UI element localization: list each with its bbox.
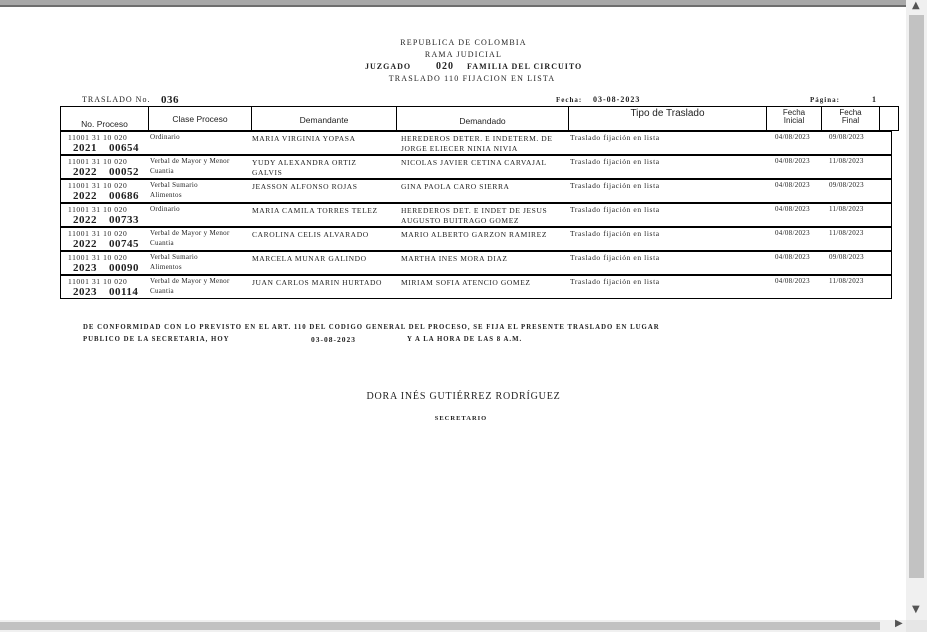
table-row	[60, 203, 892, 227]
scroll-up-icon[interactable]: ▲	[912, 0, 920, 11]
traslado-label: TRASLADO No.	[82, 95, 151, 104]
row-clase-line2: Cuantia	[150, 167, 174, 175]
row-clase-line2: Alimentos	[150, 263, 182, 271]
row-process-code: 11001 31 10 020	[68, 133, 128, 142]
row-process-code: 11001 31 10 020	[68, 253, 128, 262]
row-tipo-traslado: Traslado fijación en lista	[570, 157, 660, 166]
horizontal-scrollbar[interactable]	[0, 620, 927, 632]
row-process-year: 2021	[73, 142, 97, 154]
row-process-code: 11001 31 10 020	[68, 205, 128, 214]
row-demandado-line1: HEREDEROS DETER. E INDETERM. DE	[401, 134, 553, 143]
row-demandante-line1: MARCELA MUNAR GALINDO	[252, 254, 367, 263]
row-demandado-line2: AUGUSTO BUITRAGO GOMEZ	[401, 216, 520, 225]
header-juzgado-name: FAMILIA DEL CIRCUITO	[467, 62, 583, 71]
row-demandado-line1: NICOLAS JAVIER CETINA CARVAJAL	[401, 158, 547, 167]
row-clase-line1: Verbal Sumario	[150, 253, 198, 261]
footer-line2-date: 03-08-2023	[311, 335, 356, 344]
fecha-value: 03-08-2023	[593, 95, 641, 104]
row-process-number: 00745	[109, 238, 139, 250]
table-row	[60, 227, 892, 251]
row-process-number: 00733	[109, 214, 139, 226]
scroll-down-icon[interactable]: ▼	[912, 604, 920, 615]
header-rama: RAMA JUDICIAL	[424, 50, 503, 59]
table-header	[60, 106, 899, 131]
col-demandado: Demandado	[397, 107, 569, 130]
col-tipo-traslado: Tipo de Traslado	[569, 107, 767, 130]
row-clase-line1: Verbal de Mayor y Menor	[150, 229, 230, 237]
row-process-number: 00654	[109, 142, 139, 154]
row-clase-line2: Cuantia	[150, 239, 174, 247]
row-fecha-inicial: 04/08/2023	[775, 277, 810, 285]
row-clase-line2: Cuantia	[150, 287, 174, 295]
row-clase-line1: Verbal de Mayor y Menor	[150, 157, 230, 165]
row-tipo-traslado: Traslado fijación en lista	[570, 229, 660, 238]
row-process-year: 2023	[73, 262, 97, 274]
row-tipo-traslado: Traslado fijación en lista	[570, 253, 660, 262]
row-demandado-line1: MIRIAM SOFIA ATENCIO GOMEZ	[401, 278, 531, 287]
col-no-proceso: No. Proceso	[61, 107, 149, 130]
row-fecha-final: 11/08/2023	[829, 229, 864, 237]
pagina-label: Página:	[810, 96, 840, 104]
row-process-code: 11001 31 10 020	[68, 181, 128, 190]
row-demandante-line1: JUAN CARLOS MARIN HURTADO	[252, 278, 382, 287]
row-fecha-inicial: 04/08/2023	[775, 133, 810, 141]
row-fecha-final: 09/08/2023	[829, 253, 864, 261]
col-fecha-inicial: Fecha Inicial	[767, 107, 822, 130]
row-demandado-line1: HEREDEROS DET. E INDET DE JESUS	[401, 206, 548, 215]
row-demandante-line2: GALVIS	[252, 168, 283, 177]
row-fecha-inicial: 04/08/2023	[775, 157, 810, 165]
col-clase-proceso: Clase Proceso	[149, 107, 252, 130]
scroll-right-icon[interactable]: ▶	[895, 618, 903, 629]
header-traslado-title: TRASLADO 110 FIJACION EN LISTA	[388, 74, 556, 83]
row-fecha-inicial: 04/08/2023	[775, 253, 810, 261]
row-fecha-inicial: 04/08/2023	[775, 229, 810, 237]
row-demandado-line1: MARIO ALBERTO GARZON RAMIREZ	[401, 230, 548, 239]
row-fecha-inicial: 04/08/2023	[775, 205, 810, 213]
header-juzgado-number: 020	[436, 61, 454, 72]
signer-name: DORA INÉS GUTIÉRREZ RODRÍGUEZ	[366, 391, 561, 402]
row-fecha-final: 09/08/2023	[829, 181, 864, 189]
fecha-label: Fecha:	[556, 96, 583, 104]
row-fecha-final: 11/08/2023	[829, 205, 864, 213]
table-row	[60, 251, 892, 275]
traslado-number: 036	[161, 94, 179, 106]
col-fecha-final: Fecha Final	[822, 107, 880, 130]
table-row	[60, 131, 892, 155]
horizontal-scroll-thumb[interactable]	[0, 622, 880, 630]
row-clase-line1: Verbal de Mayor y Menor	[150, 277, 230, 285]
row-fecha-inicial: 04/08/2023	[775, 181, 810, 189]
row-process-year: 2022	[73, 238, 97, 250]
row-fecha-final: 11/08/2023	[829, 157, 864, 165]
row-process-year: 2023	[73, 286, 97, 298]
row-fecha-final: 09/08/2023	[829, 133, 864, 141]
pagina-value: 1	[872, 95, 877, 104]
row-tipo-traslado: Traslado fijación en lista	[570, 181, 660, 190]
row-process-code: 11001 31 10 020	[68, 277, 128, 286]
header-republica: REPUBLICA DE COLOMBIA	[400, 38, 527, 47]
footer-line1: DE CONFORMIDAD CON LO PREVISTO EN EL ART. 110 DEL CODIGO GENERAL DEL PROCESO, SE FIJA EL PRESENTE TRASLADO EN LUGAR	[83, 324, 660, 331]
row-process-year: 2022	[73, 166, 97, 178]
row-process-code: 11001 31 10 020	[68, 229, 128, 238]
row-process-year: 2022	[73, 214, 97, 226]
row-tipo-traslado: Traslado fijación en lista	[570, 205, 660, 214]
row-demandante-line1: MARIA CAMILA TORRES TELEZ	[252, 206, 378, 215]
table-row	[60, 275, 892, 299]
row-demandante-line1: CAROLINA CELIS ALVARADO	[252, 230, 369, 239]
scrollbar-corner	[906, 620, 927, 632]
row-process-code: 11001 31 10 020	[68, 157, 128, 166]
row-process-year: 2022	[73, 190, 97, 202]
header-juzgado-label: JUZGADO	[365, 62, 412, 71]
table-row	[60, 179, 892, 203]
row-process-number: 00090	[109, 262, 139, 274]
footer-line2-b: Y A LA HORA DE LAS 8 A.M.	[407, 336, 523, 343]
footer-line2-a: PUBLICO DE LA SECRETARIA, HOY	[83, 336, 230, 343]
vertical-scroll-thumb[interactable]	[909, 15, 924, 578]
row-clase-line1: Ordinario	[150, 205, 180, 213]
row-demandante-line1: JEASSON ALFONSO ROJAS	[252, 182, 358, 191]
row-demandante-line1: YUDY ALEXANDRA ORTIZ	[252, 158, 357, 167]
row-process-number: 00052	[109, 166, 139, 178]
row-clase-line2: Alimentos	[150, 191, 182, 199]
row-process-number: 00686	[109, 190, 139, 202]
row-demandante-line1: MARIA VIRGINIA YOPASA	[252, 134, 356, 143]
col-demandante: Demandante	[252, 107, 397, 130]
row-clase-line1: Ordinario	[150, 133, 180, 141]
row-fecha-final: 11/08/2023	[829, 277, 864, 285]
row-process-number: 00114	[109, 286, 139, 298]
table-row	[60, 155, 892, 179]
row-demandado-line1: MARTHA INES MORA DIAZ	[401, 254, 508, 263]
window-top-border	[0, 0, 927, 7]
vertical-scrollbar[interactable]	[906, 0, 927, 620]
row-tipo-traslado: Traslado fijación en lista	[570, 277, 660, 286]
signer-title: SECRETARIO	[434, 415, 488, 422]
row-clase-line1: Verbal Sumario	[150, 181, 198, 189]
row-tipo-traslado: Traslado fijación en lista	[570, 133, 660, 142]
row-demandado-line2: JORGE ELIECER NINIA NIVIA	[401, 144, 518, 153]
row-demandado-line1: GINA PAOLA CARO SIERRA	[401, 182, 510, 191]
